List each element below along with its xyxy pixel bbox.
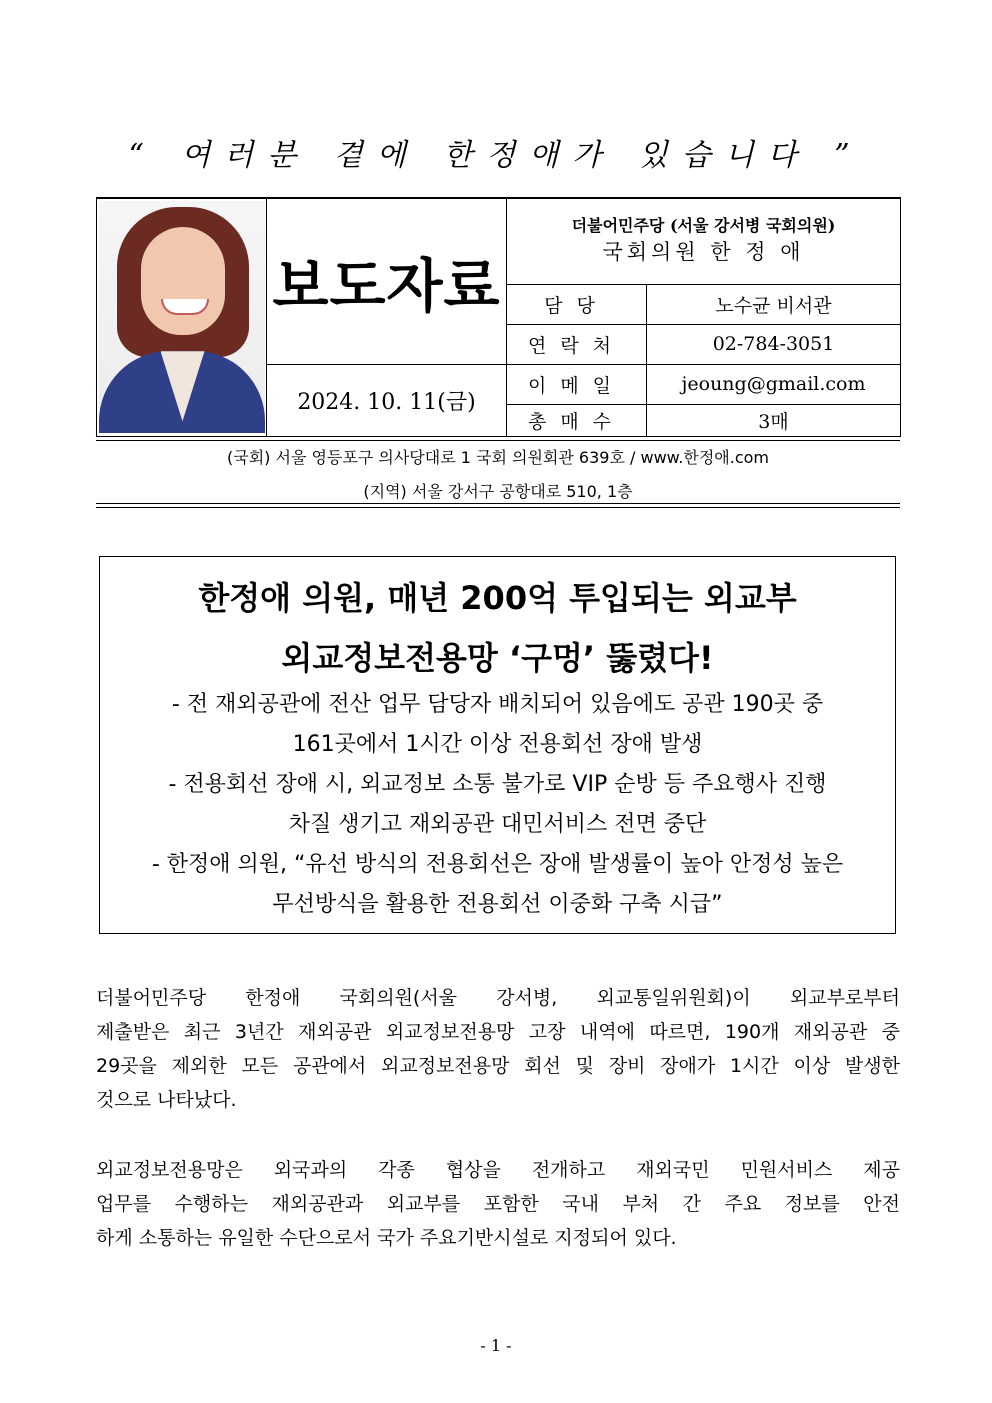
assembly-address: (국회) 서울 영등포구 의사당대로 1 국회 의원회관 639호 / www.한정애.com [227, 448, 769, 467]
phone-value: 02-784-3051 [647, 324, 901, 364]
district-address: (지역) 서울 강서구 공항대로 510, 1층 [363, 482, 633, 501]
body-paragraph-1 [96, 981, 900, 1117]
avatar [99, 201, 265, 433]
party-affiliation: 더불어민주당 (서울 강서병 국회의원) [571, 216, 836, 236]
paragraph-line: 업무를 수행하는 재외공관과 외교부를 포함한 국내 부처 간 주요 정보를 안전 [96, 1193, 900, 1215]
subheadline: 차질 생기고 재외공관 대민서비스 전면 중단 [288, 812, 707, 837]
paragraph-line: 더불어민주당 한정애 국회의원(서울 강서병, 외교통일위원회)이 외교부로부터 [96, 987, 900, 1009]
page-number: - 1 - [480, 1336, 512, 1355]
email-label: 이메일 [507, 364, 647, 404]
profile-photo [97, 198, 267, 436]
body-paragraph-2 [96, 1153, 900, 1255]
paragraph-line: 29곳을 제외한 모든 공관에서 외교정보전용망 회선 및 장비 장애가 1시간 이상 발생한 [96, 1055, 900, 1077]
email-value[interactable]: jeoung@gmail.com [647, 364, 901, 404]
phone-label: 연락처 [507, 324, 647, 364]
subheadline: 161곳에서 1시간 이상 전용회선 장애 발생 [292, 732, 703, 757]
subheadline: - 한정애 의원, “유선 방식의 전용회선은 장애 발생률이 높아 안정성 높은 [151, 852, 844, 877]
page-count-label: 총매수 [507, 404, 647, 436]
divider [96, 503, 900, 504]
subheadline: - 전용회선 장애 시, 외교정보 소통 불가로 VIP 순방 등 주요행사 진행 [168, 772, 827, 797]
slogan: “ 여러분 곁에 한정애가 있습니다 ” [128, 138, 864, 173]
member-name: 국회의원 한 정 애 [602, 240, 805, 265]
divider [96, 436, 900, 437]
divider [96, 440, 900, 441]
headline-box [99, 556, 896, 934]
press-release-header [96, 197, 901, 437]
contact-person-value: 노수균 비서관 [647, 284, 901, 324]
paragraph-line: 외교정보전용망은 외국과의 각종 협상을 전개하고 재외국민 민원서비스 제공 [96, 1159, 900, 1181]
headline-line-2: 외교정보전용망 ‘구멍’ 뚫렸다! [281, 639, 714, 677]
headline-line-1: 한정애 의원, 매년 200억 투입되는 외교부 [198, 579, 797, 617]
contact-person-label: 담당 [507, 284, 647, 324]
page-count-value: 3매 [647, 404, 901, 436]
divider [96, 507, 900, 508]
paragraph-line: 하게 소통하는 유일한 수단으로서 국가 주요기반시설로 지정되어 있다. [96, 1227, 677, 1249]
paragraph-line: 제출받은 최근 3년간 재외공관 외교정보전용망 고장 내역에 따르면, 190개 재외공관 중 [96, 1021, 900, 1043]
release-date: 2024. 10. 11(금) [267, 364, 507, 436]
member-info [507, 198, 901, 284]
document-title: 보도자료 [267, 198, 507, 364]
subheadline: 무선방식을 활용한 전용회선 이중화 구축 시급” [272, 892, 723, 917]
paragraph-line: 것으로 나타났다. [96, 1089, 237, 1111]
subheadline: - 전 재외공관에 전산 업무 담당자 배치되어 있음에도 공관 190곳 중 [171, 692, 824, 717]
